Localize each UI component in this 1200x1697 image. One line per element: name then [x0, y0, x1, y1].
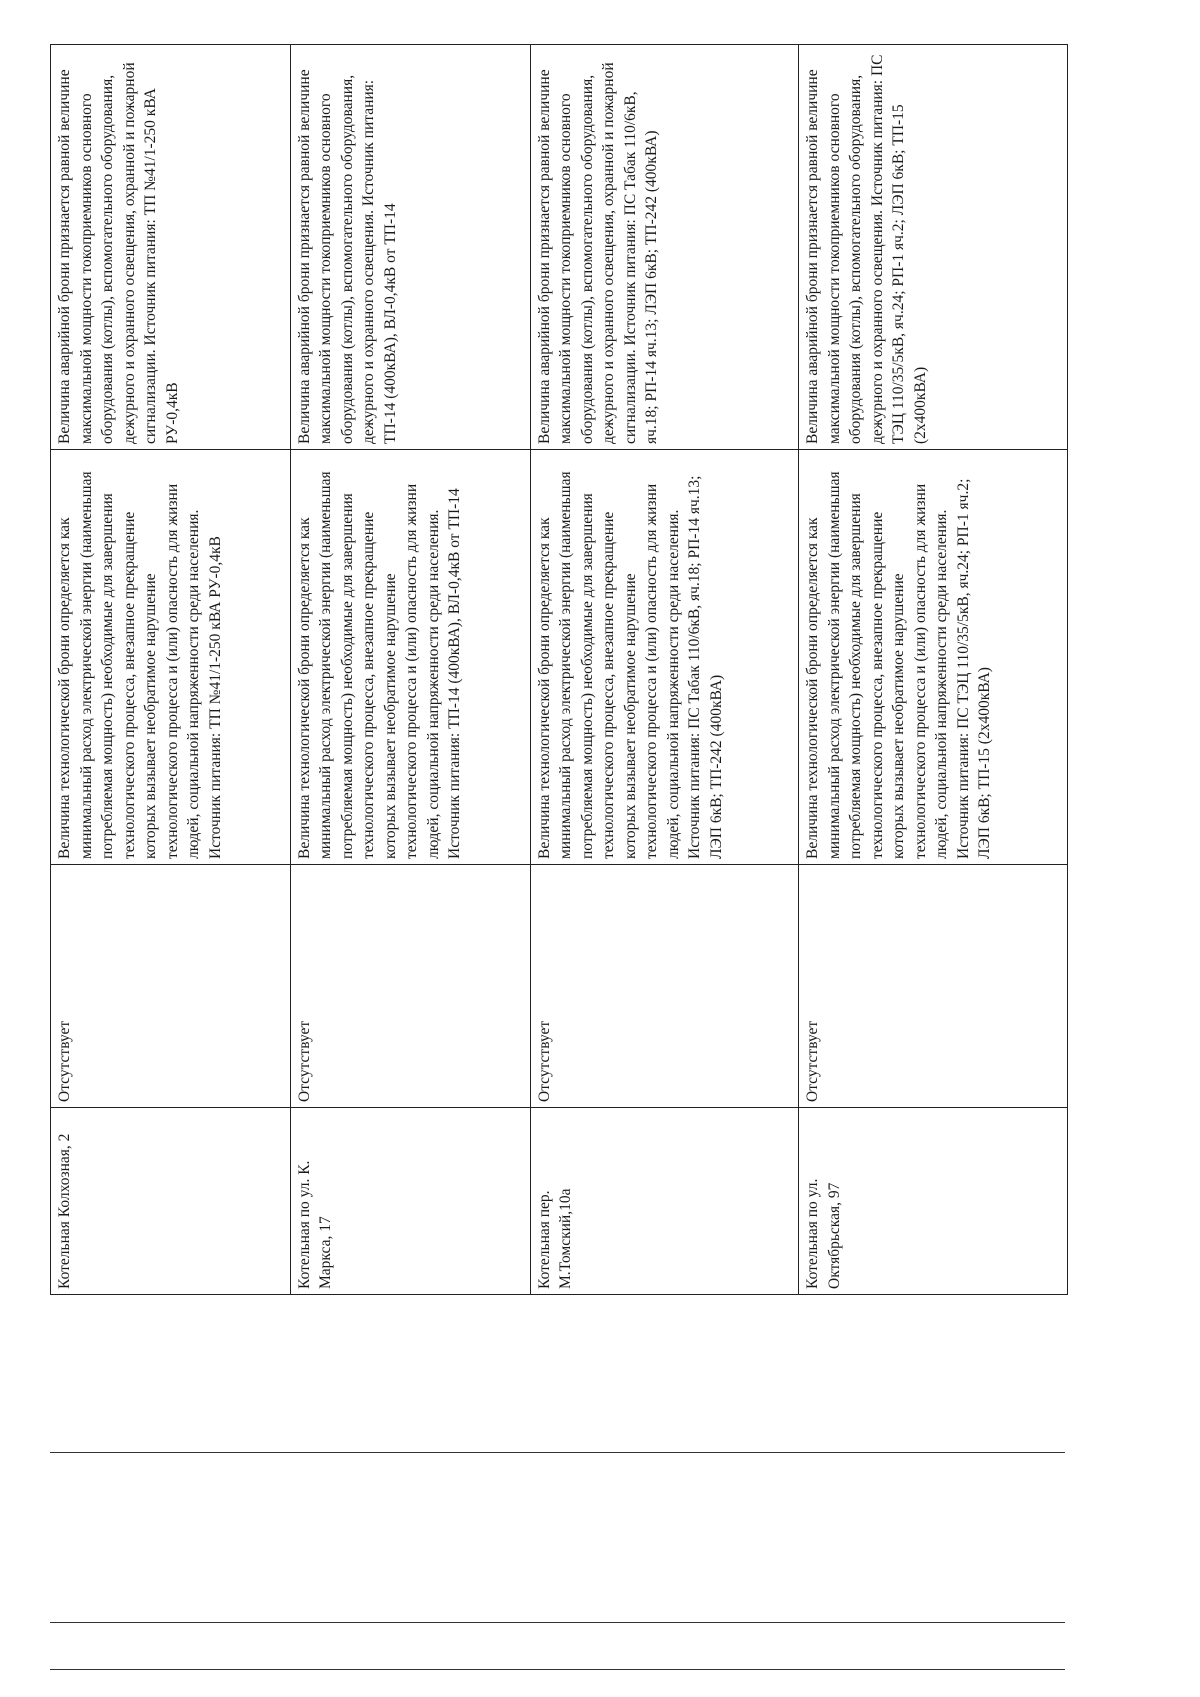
- emergency-reserve-cell: Величина аварийной брони признается равной величине максимальной мощности токоприемников основного оборудования (котлы), вспомогательного оборудования, дежурного и охранного освещения. Источник питания: ТП-14 (400кВА), ВЛ-0,4кВ от ТП-14: [290, 45, 530, 450]
- table-row: [530, 45, 799, 1295]
- status-cell: Отсутствует: [799, 865, 1068, 1108]
- divider-line: [50, 1452, 1065, 1453]
- reservation-table: [50, 44, 1068, 1295]
- rotated-table-container: [50, 45, 1068, 1295]
- divider-line: [50, 1622, 1065, 1623]
- emergency-reserve-cell: Величина аварийной брони признается равной величине максимальной мощности токоприемников основного оборудования (котлы), вспомогательного оборудования, дежурного и охранного освещения, охранной и пожарной сигнализации. Источник питания: ТП №41/1-250 кВА РУ-0,4кВ: [51, 45, 291, 450]
- boiler-name-cell: Котельная по ул. Октябрьская, 97: [799, 1108, 1068, 1295]
- status-cell: Отсутствует: [290, 865, 530, 1108]
- technological-reserve-cell: Величина технологической брони определяется как минимальный расход электрической энергии (наименьшая потребляемая мощность) необходимые для завершения технологического процесса, внезапное прекращение которых вызывает необратимое нарушение технологического процесса и (или) опасность для жизни людей, социальной напряженности среди населения. Источник питания: ПС Табак 110/6кВ, яч.18; РП-14 яч.13; ЛЭП 6кВ; ТП-242 (400кВА): [530, 450, 799, 865]
- technological-reserve-cell: Величина технологической брони определяется как минимальный расход электрической энергии (наименьшая потребляемая мощность) необходимые для завершения технологического процесса, внезапное прекращение которых вызывает необратимое нарушение технологического процесса и (или) опасность для жизни людей, социальной напряженности среди населения. Источник питания: ТП №41/1-250 кВА РУ-0,4кВ: [51, 450, 291, 865]
- status-cell: Отсутствует: [51, 865, 291, 1108]
- table-row: [799, 45, 1068, 1295]
- emergency-reserve-cell: Величина аварийной брони признается равной величине максимальной мощности токоприемников основного оборудования (котлы), вспомогательного оборудования, дежурного и охранного освещения, охранной и пожарной сигнализации. Источник питания: ПС Табак 110/6кВ, яч.18; РП-14 яч.13; ЛЭП 6кВ; ТП-242 (400кВА): [530, 45, 799, 450]
- technological-reserve-cell: Величина технологической брони определяется как минимальный расход электрической энергии (наименьшая потребляемая мощность) необходимые для завершения технологического процесса, внезапное прекращение которых вызывает необратимое нарушение технологического процесса и (или) опасность для жизни людей, социальной напряженности среди населения. Источник питания: ПС ТЭЦ 110/35/5кВ, яч.24; РП-1 яч.2; ЛЭП 6кВ; ТП-15 (2х400кВА): [799, 450, 1068, 865]
- technological-reserve-cell: Величина технологической брони определяется как минимальный расход электрической энергии (наименьшая потребляемая мощность) необходимые для завершения технологического процесса, внезапное прекращение которых вызывает необратимое нарушение технологического процесса и (или) опасность для жизни людей, социальной напряженности среди населения. Источник питания: ТП-14 (400кВА), ВЛ-0,4кВ от ТП-14: [290, 450, 530, 865]
- emergency-reserve-cell: Величина аварийной брони признается равной величине максимальной мощности токоприемников основного оборудования (котлы), вспомогательного оборудования, дежурного и охранного освещения. Источник питания: ПС ТЭЦ 110/35/5кВ, яч.24; РП-1 яч.2; ЛЭП 6кВ; ТП-15 (2х400кВА): [799, 45, 1068, 450]
- boiler-name-cell: Котельная Колхозная, 2: [51, 1108, 291, 1295]
- boiler-name-cell: Котельная пер. М.Томский,10а: [530, 1108, 799, 1295]
- divider-line: [50, 1669, 1065, 1670]
- status-cell: Отсутствует: [530, 865, 799, 1108]
- table-row: [290, 45, 530, 1295]
- table-row: [51, 45, 291, 1295]
- boiler-name-cell: Котельная по ул. К. Маркса, 17: [290, 1108, 530, 1295]
